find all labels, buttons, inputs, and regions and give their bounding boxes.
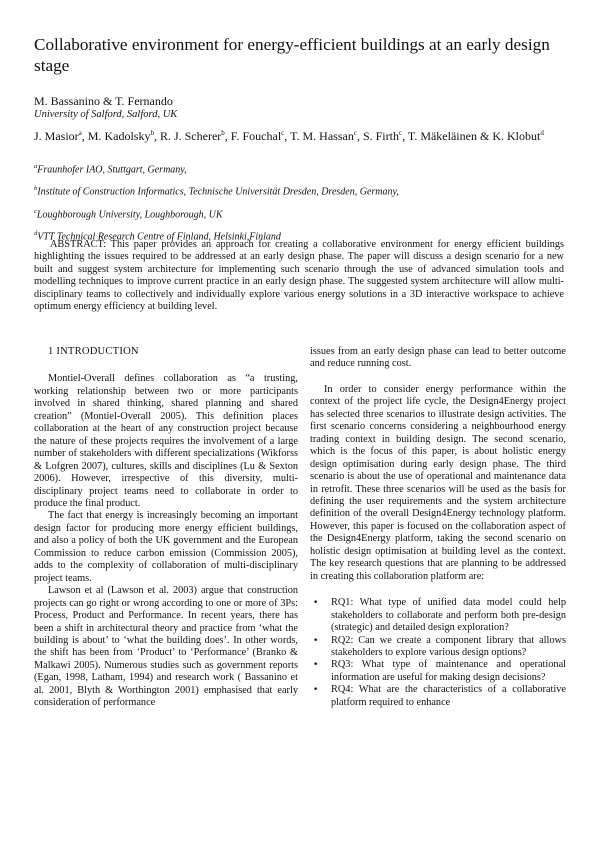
affiliation: $^b$Institute of Construction Informatics, Technische Universität Dresden, Dresden, Germany, [34, 185, 399, 198]
coauthor: T. Mäkeläinen [407, 129, 477, 143]
section-heading: 1 INTRODUCTION [48, 346, 139, 357]
left-column [34, 346, 298, 710]
coauthor: J. Masior$^a$ [34, 129, 82, 143]
paper-title: Collaborative environment for energy-efficient buildings at an early design stage [34, 35, 550, 75]
bullet-icon: • [313, 660, 319, 671]
coauthor-list: J. Masior$^a$, M. Kadolsky$^b$, R. J. Scherer$^b$, F. Fouchal$^c$, T. M. Hassan$^c$, S. Firth$^c$, T. Mäkeläinen & K. Klobut$^d$ [34, 129, 544, 143]
body-paragraph: In order to consider energy performance within the context of the project life cycle, the Design4Energy project has selected three scenarios to illustrate design activities. The first scenario concerns considering a neighbourhood energy trading context in building design. The second scenario, which is the focus of this paper, is about holistic energy design optimisation during early design phase. The third scenario is about the use of operational and maintenance data in retrofit. These three scenarios will be used as the basis for defining the user requirements and the system architecture definition of the overall Design4Energy technology platform. However, this paper is focused on the collaboration aspect of the Design4Energy platform, taking the second scenario on holistic design optimisation at building level as the context. The key research questions that are planning to be addressed in creating this collaboration platform are: [310, 383, 566, 582]
affiliation: $^a$Fraunhofer IAO, Stuttgart, Germany, [34, 163, 187, 176]
coauthor: K. Klobut$^d$ [492, 129, 544, 143]
research-question-list [310, 597, 566, 709]
affiliation: $^d$VTT Technical Research Centre of Finland, Helsinki,Finland [34, 229, 281, 243]
bullet-icon: • [313, 685, 319, 696]
body-paragraph: issues from an early design phase can lead to better outcome and reduce running cost. [310, 346, 566, 370]
research-question: • RQ3: What type of maintenance and operational information are useful for making design decisions? [313, 659, 566, 683]
abstract: ABSTRACT: This paper provides an approach for creating a collaborative environment for energy efficient buildings highlighting the issues required to be addressed at an early design phase. The paper will discuss a design scenario for a new built and suggest system architecture for implementing such scenario through the use of advanced simulation tools and modelling techniques to improve current practice in an early design phase. The suggested system architecture will allow multi-disciplinary teams to collectively and individually explore various energy solutions in a 3D interactive workspace to achieve optimum energy efficiency at building level. [34, 239, 564, 313]
body-paragraph: The fact that energy is increasingly becoming an important design factor for producing more energy efficient buildings, and also a policy of both the UK government and the European Commission to reduce carbon emission (Commission 2005), adds to the complexity of collaboration of multi-disciplinary project teams. [34, 510, 298, 584]
affiliation-list [34, 157, 564, 246]
research-question: • RQ1: What type of unified data model could help stakeholders to collaborate and perform both pre-design (strategic) and detailed design exploration? [313, 597, 566, 634]
bullet-icon: • [313, 635, 319, 646]
coauthor: T. M. Hassan$^c$ [290, 129, 357, 143]
coauthor: M. Kadolsky$^b$ [87, 129, 154, 143]
coauthor: S. Firth$^c$ [362, 129, 403, 143]
right-column [310, 346, 566, 709]
main-affiliation: University of Salford, Salford, UK [34, 109, 178, 120]
affiliation: $^c$Loughborough University, Loughborough, UK [34, 207, 223, 220]
coauthor: R. J. Scherer$^b$ [159, 129, 225, 143]
bullet-icon: • [313, 598, 319, 609]
body-paragraph: Montiel-Overall defines collaboration as “a trusting, working relationship between two or more participants involved in shared thinking, shared planning and shared creation” (Montiel-Overall 2005). This definition places collaboration at the heart of any construction project because the nature of these projects requires the involvement of a large number of stakeholders with different specializations (Wikforss & Lofgren 2007), cultures, skills and disciplines (Lu & Sexton 2006). However, irrespective of this diversity, multi-disciplinary project teams need to collaborate in order to produce the final product. [34, 373, 298, 509]
main-authors: M. Bassanino & T. Fernando [34, 94, 173, 108]
coauthor: F. Fouchal$^c$ [230, 129, 285, 143]
research-question: • RQ4: What are the characteristics of a collaborative platform required to enhance [313, 684, 566, 708]
body-paragraph: Lawson et al (Lawson et al. 2003) argue that construction projects can go right or wrong according to one or more of 3Ps: Process, Product and Performance. In recent years, there has been a shift in architectural theory and practice from ‘what the building is about’ to ‘what the building does’. In other words, the shift has been from ‘Product’ to ‘Performance’ (Branko & Malkawi 2005). Numerous studies such as government reports (Egan, 1998, Latham, 1994) and research work ( Bassanino et al. 2001, Blyth & Worthington 2001) emphasised that early consideration of performance [34, 585, 298, 709]
research-question: • RQ2: Can we create a component library that allows stakeholders to explore various design options? [313, 634, 566, 658]
